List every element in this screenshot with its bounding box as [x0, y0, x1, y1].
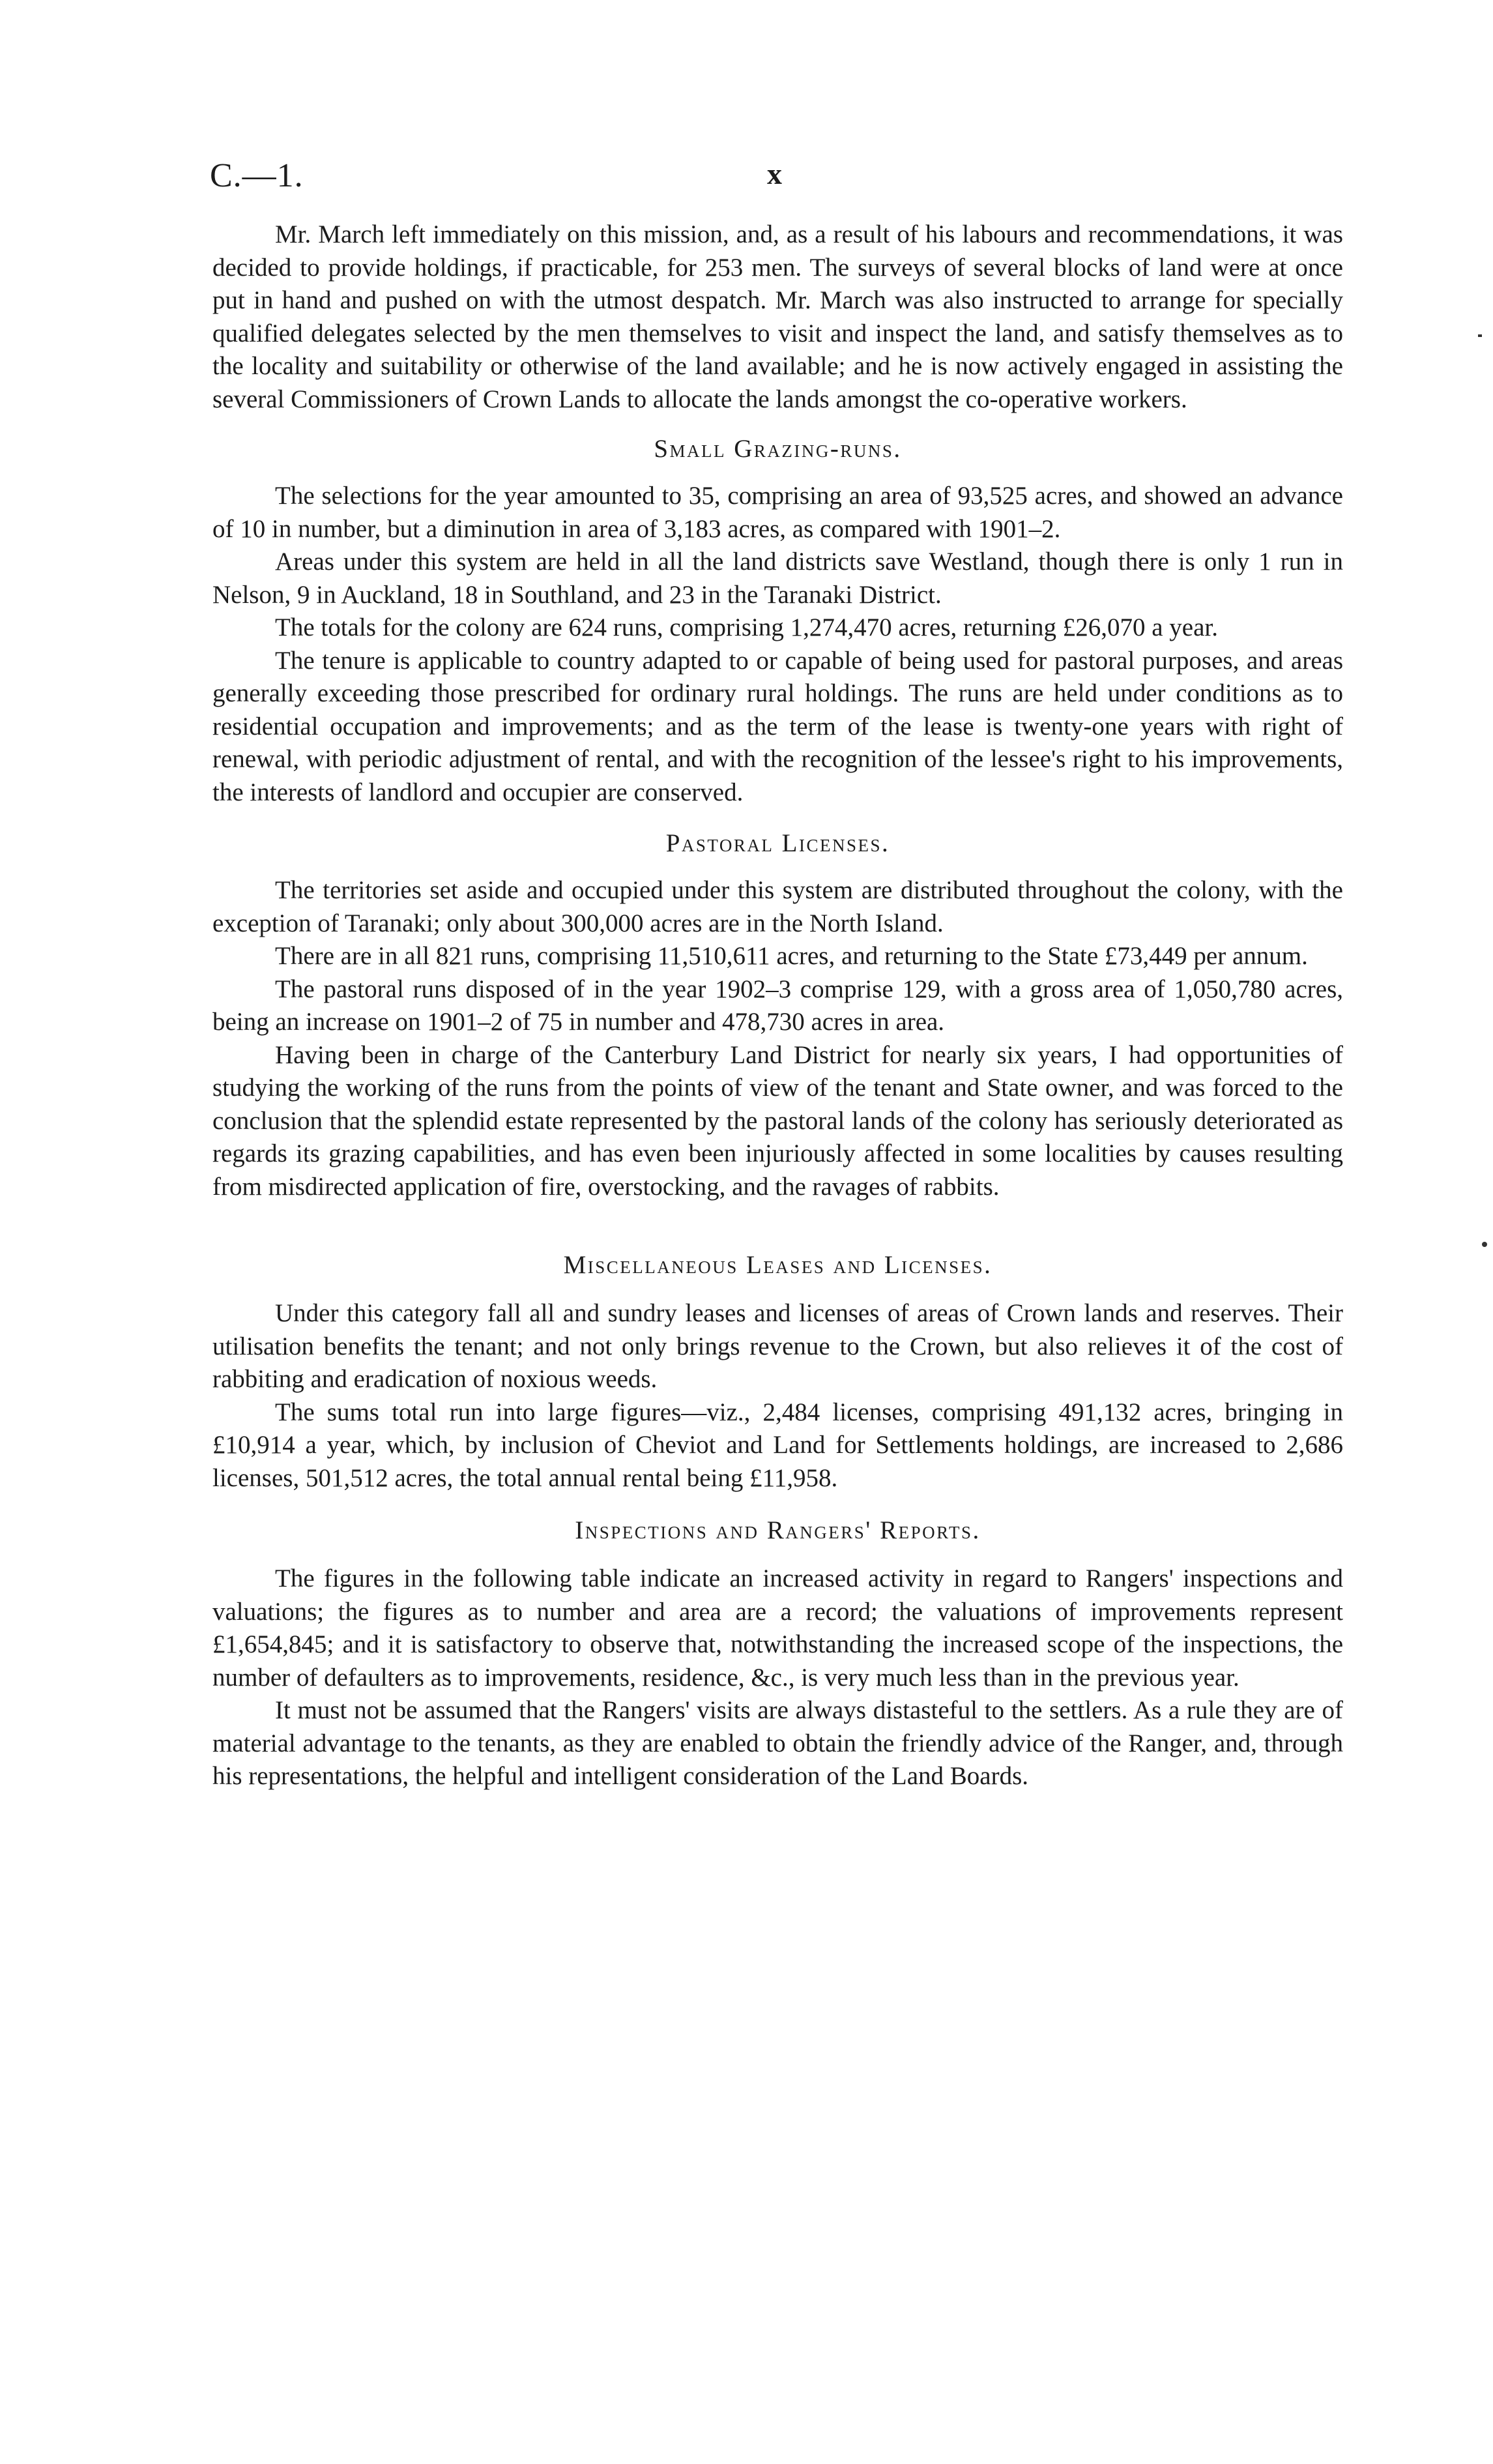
heading-small-grazing-runs: Small Grazing-runs. — [654, 435, 902, 463]
small-grazing-paragraph-2: Areas under this system are held in all the land districts save Westland, though there is only 1 run in Nelson, 9 in Auckland, 18 in Southland, and 23 in the Taranaki District. — [212, 548, 1343, 609]
page-header — [210, 156, 1344, 209]
inspections-paragraph-1: The figures in the following table indicate an increased activity in regard to Rangers' inspections and valuations; the figures as to number and area are a record; the valuations of improvements represent £1,654,845; and it is satisfactory to observe that, notwithstanding the increased scope of the inspections, the number of defaulters as to improvements, residence, &c., is very much less than in the previous year. — [212, 1564, 1343, 1692]
scan-speck-mark — [1482, 1242, 1487, 1247]
page-body — [212, 218, 1343, 1793]
page-number: x — [767, 157, 782, 190]
small-grazing-paragraph-3: The totals for the colony are 624 runs, comprising 1,274,470 acres, returning £26,070 a year. — [275, 613, 1218, 641]
pastoral-paragraph-3: The pastoral runs disposed of in the year 1902–3 comprise 129, with a gross area of 1,050,780 acres, being an increase on 1901–2 of 75 in number and 478,730 acres in area. — [212, 975, 1343, 1036]
heading-pastoral-licenses: Pastoral Licenses. — [665, 829, 890, 857]
heading-inspections-rangers-reports: Inspections and Rangers' Reports. — [575, 1516, 981, 1544]
small-grazing-paragraph-4: The tenure is applicable to country adapted to or capable of being used for pastoral purposes, and areas generally exceeding those prescribed for ordinary rural holdings. The runs are held under conditions as to residential occupation and improvements; and as the term of the lease is twenty-one years with right of renewal, with periodic adjustment of rental, and with the recognition of the lessee's right to his improvements, the interests of landlord and occupier are conserved. — [212, 646, 1343, 806]
pastoral-paragraph-4: Having been in charge of the Canterbury Land District for nearly six years, I had opportunities of studying the working of the runs from the points of view of the tenant and State owner, and was forced to the conclusion that the splendid estate represented by the pastoral lands of the colony has seriously deteriorated as regards its grazing capabilities, and has even been injuriously affected in some localities by causes resulting from misdirected application of fire, overstocking, and the ravages of rabbits. — [212, 1040, 1343, 1201]
pastoral-paragraph-2: There are in all 821 runs, comprising 11,510,611 acres, and returning to the State £73,449 per annum. — [275, 942, 1308, 970]
small-grazing-paragraph-1: The selections for the year amounted to 35, comprising an area of 93,525 acres, and showed an advance of 10 in number, but a diminution in area of 3,183 acres, as compared with 1901–2. — [212, 482, 1343, 543]
misc-paragraph-2: The sums total run into large figures—viz., 2,484 licenses, comprising 491,132 acres, bringing in £10,914 a year, which, by inclusion of Cheviot and Land for Settlements holdings, are increased to 2,686 licenses, 501,512 acres, the total annual rental being £11,958. — [212, 1398, 1343, 1492]
intro-paragraph: Mr. March left immediately on this mission, and, as a result of his labours and recommendations, it was decided to provide holdings, if practicable, for 253 men. The surveys of several blocks of land were at once put in hand and pushed on with the utmost despatch. Mr. March was also instructed to arrange for specially qualified delegates selected by the men themselves to visit and inspect the land, and satisfy themselves as to the locality and suitability or otherwise of the land available; and he is now actively engaged in assisting the several Commissioners of Crown Lands to allocate the lands amongst the co-operative workers. — [212, 220, 1343, 413]
document-reference: C.—1. — [210, 157, 304, 194]
misc-paragraph-1: Under this category fall all and sundry leases and licenses of areas of Crown lands and reserves. Their utilisation benefits the tenant; and not only brings revenue to the Crown, but also relieves it of the cost of rabbiting and eradication of noxious weeds. — [212, 1299, 1343, 1393]
scan-speck-mark — [1478, 334, 1482, 337]
heading-miscellaneous-leases: Miscellaneous Leases and Licenses. — [563, 1251, 993, 1279]
pastoral-paragraph-1: The territories set aside and occupied under this system are distributed throughout the colony, with the exception of Taranaki; only about 300,000 acres are in the North Island. — [212, 876, 1343, 937]
inspections-paragraph-2: It must not be assumed that the Rangers' visits are always distasteful to the settlers. As a rule they are of material advantage to the tenants, as they are enabled to obtain the friendly advice of the Ranger, and, through his representations, the helpful and intelligent consideration of the Land Boards. — [212, 1696, 1343, 1790]
